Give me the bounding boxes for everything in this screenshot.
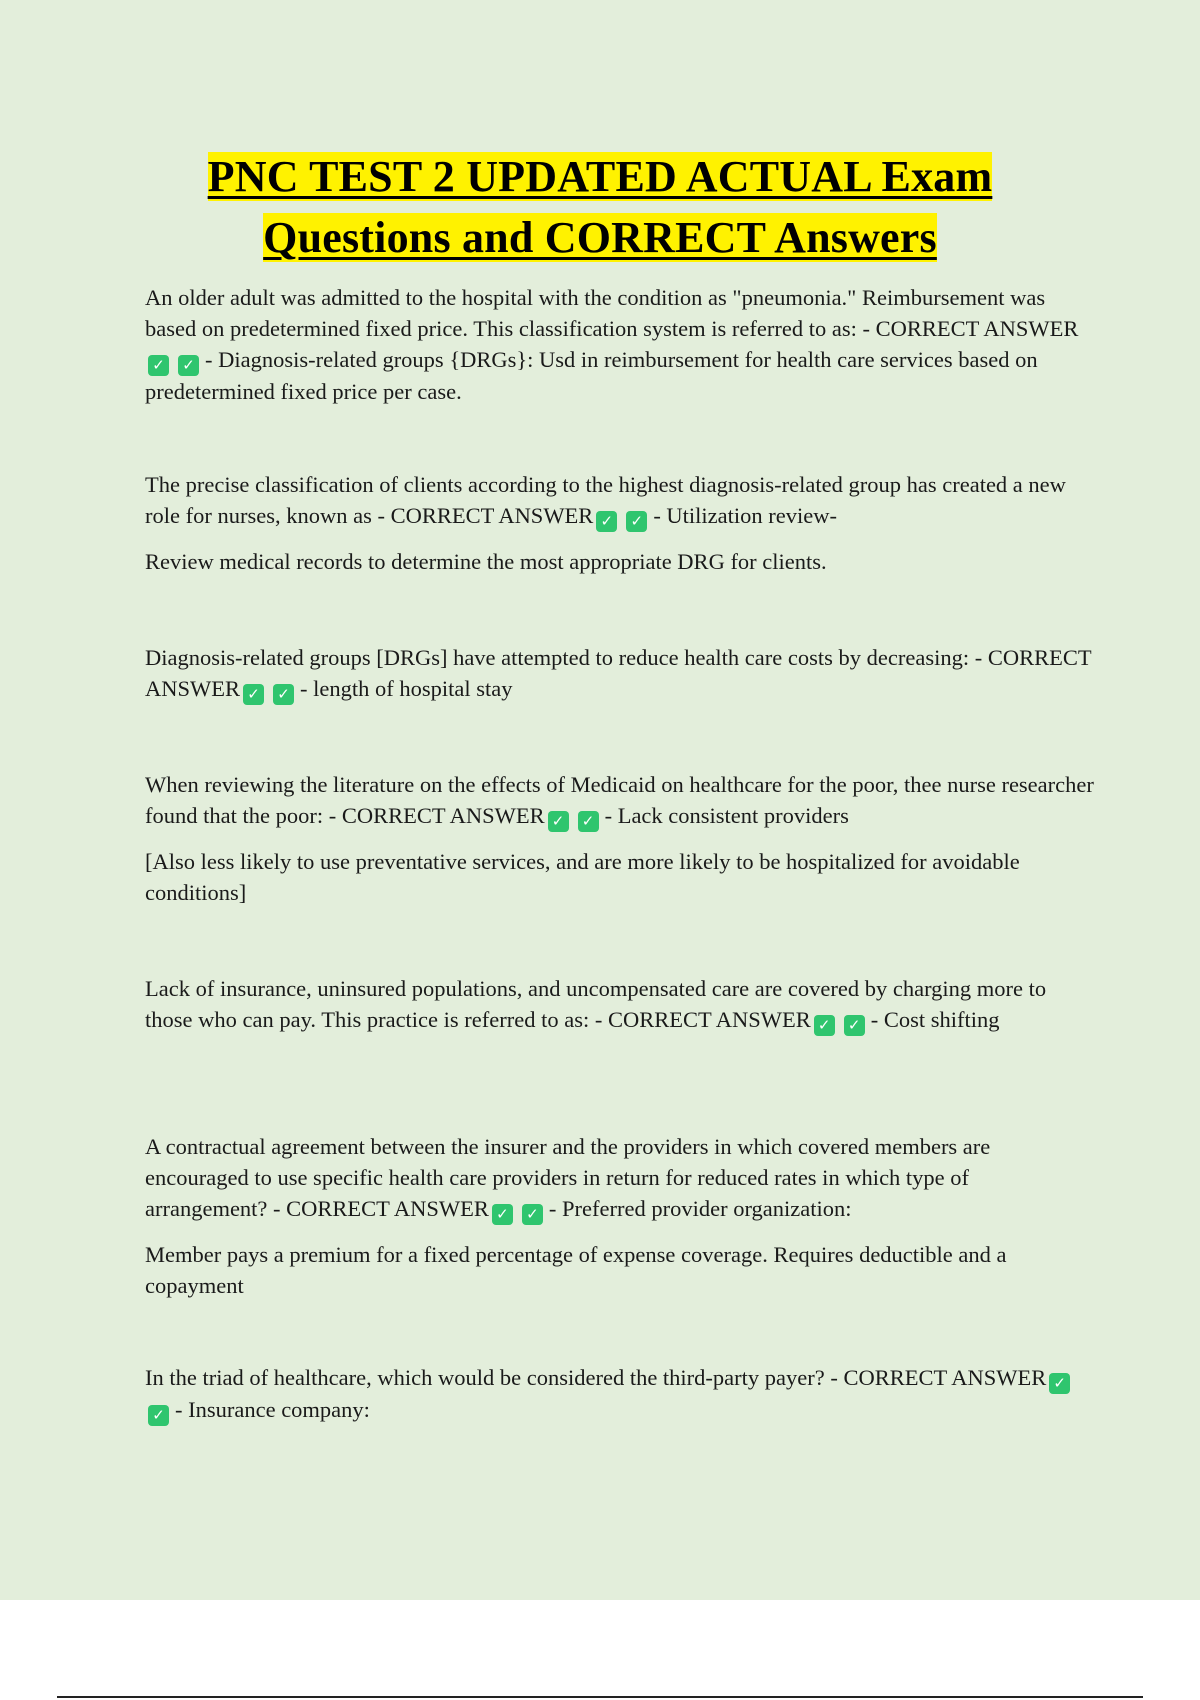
check-icon: ✓ xyxy=(578,811,599,832)
qa-question-text xyxy=(145,1362,1095,1426)
answer-marker: - CORRECT ANSWER xyxy=(273,1196,489,1221)
answer-note: Member pays a premium for a fixed percentage of expense coverage. Requires deductible and a copayment xyxy=(145,1242,1007,1298)
check-icon: ✓ xyxy=(273,684,294,705)
qa-item-6 xyxy=(145,1131,1095,1301)
answer-text: - Utilization review- xyxy=(653,503,837,528)
question-text: An older adult was admitted to the hospital with the condition as "pneumonia." Reimbursement was based on predetermined fixed price. This classification system is referred to as: xyxy=(145,285,1046,341)
question-text: When reviewing the literature on the effects of Medicaid on healthcare for the poor, thee nurse researcher found that the poor: xyxy=(145,772,1094,828)
answer-note: [Also less likely to use preventative services, and are more likely to be hospitalized for avoidable conditions] xyxy=(145,849,1020,905)
check-icon: ✓ xyxy=(148,1405,169,1426)
title-line-2: Questions and CORRECT Answers xyxy=(263,213,937,262)
question-text: A contractual agreement between the insurer and the providers in which covered members are encouraged to use specific health care providers in return for reduced rates in which type of arrangement? xyxy=(145,1134,991,1221)
answer-text: - Insurance company: xyxy=(175,1397,370,1422)
check-icon: ✓ xyxy=(596,511,617,532)
answer-text: - Cost shifting xyxy=(870,1007,1000,1032)
qa-question-text xyxy=(145,282,1095,407)
check-icon: ✓ xyxy=(1049,1373,1070,1394)
check-icon: ✓ xyxy=(626,511,647,532)
qa-item-4 xyxy=(145,769,1095,908)
title-line-1: PNC TEST 2 UPDATED ACTUAL Exam xyxy=(207,152,993,201)
question-text: Diagnosis-related groups [DRGs] have attempted to reduce health care costs by decreasing: xyxy=(145,645,975,670)
check-icon: ✓ xyxy=(178,355,199,376)
answer-text: - Lack consistent providers xyxy=(604,803,849,828)
answer-text: - Preferred provider organization: xyxy=(548,1196,852,1221)
qa-item-2 xyxy=(145,469,1095,577)
qa-question-text xyxy=(145,973,1095,1036)
question-text: Lack of insurance, uninsured populations, and uncompensated care are covered by charging more to those who can pay. This practice is referred to as: xyxy=(145,976,1047,1032)
check-icon: ✓ xyxy=(522,1204,543,1225)
question-text: The precise classification of clients according to the highest diagnosis-related group has created a new role for nurses, known as xyxy=(145,472,1066,528)
footer-divider xyxy=(57,1696,1143,1698)
qa-question-text xyxy=(145,769,1095,832)
check-icon: ✓ xyxy=(548,811,569,832)
answer-marker: - CORRECT ANSWER xyxy=(328,803,545,828)
qa-item-5 xyxy=(145,973,1095,1036)
qa-item-3 xyxy=(145,642,1095,705)
answer-text: - length of hospital stay xyxy=(300,676,513,701)
check-icon: ✓ xyxy=(148,355,169,376)
qa-question-text xyxy=(145,642,1095,705)
answer-marker: - CORRECT ANSWER xyxy=(830,1365,1047,1390)
check-icon: ✓ xyxy=(814,1015,835,1036)
qa-question-text xyxy=(145,1131,1095,1225)
answer-marker: - CORRECT ANSWER xyxy=(862,316,1079,341)
document-title xyxy=(100,146,1100,268)
answer-marker: - CORRECT ANSWER xyxy=(377,503,594,528)
answer-note: Review medical records to determine the most appropriate DRG for clients. xyxy=(145,549,827,574)
qa-item-1 xyxy=(145,282,1095,407)
qa-item-7 xyxy=(145,1362,1095,1426)
question-text: In the triad of healthcare, which would be considered the third-party payer? xyxy=(145,1365,831,1390)
check-icon: ✓ xyxy=(844,1015,865,1036)
answer-marker: - CORRECT ANSWER xyxy=(145,645,1092,701)
qa-question-text xyxy=(145,469,1095,532)
answer-marker: - CORRECT ANSWER xyxy=(594,1007,811,1032)
answer-text: - Diagnosis-related groups {DRGs}: Usd in reimbursement for health care services based on predetermined fixed price per case. xyxy=(145,347,1038,404)
check-icon: ✓ xyxy=(243,684,264,705)
check-icon: ✓ xyxy=(492,1204,513,1225)
